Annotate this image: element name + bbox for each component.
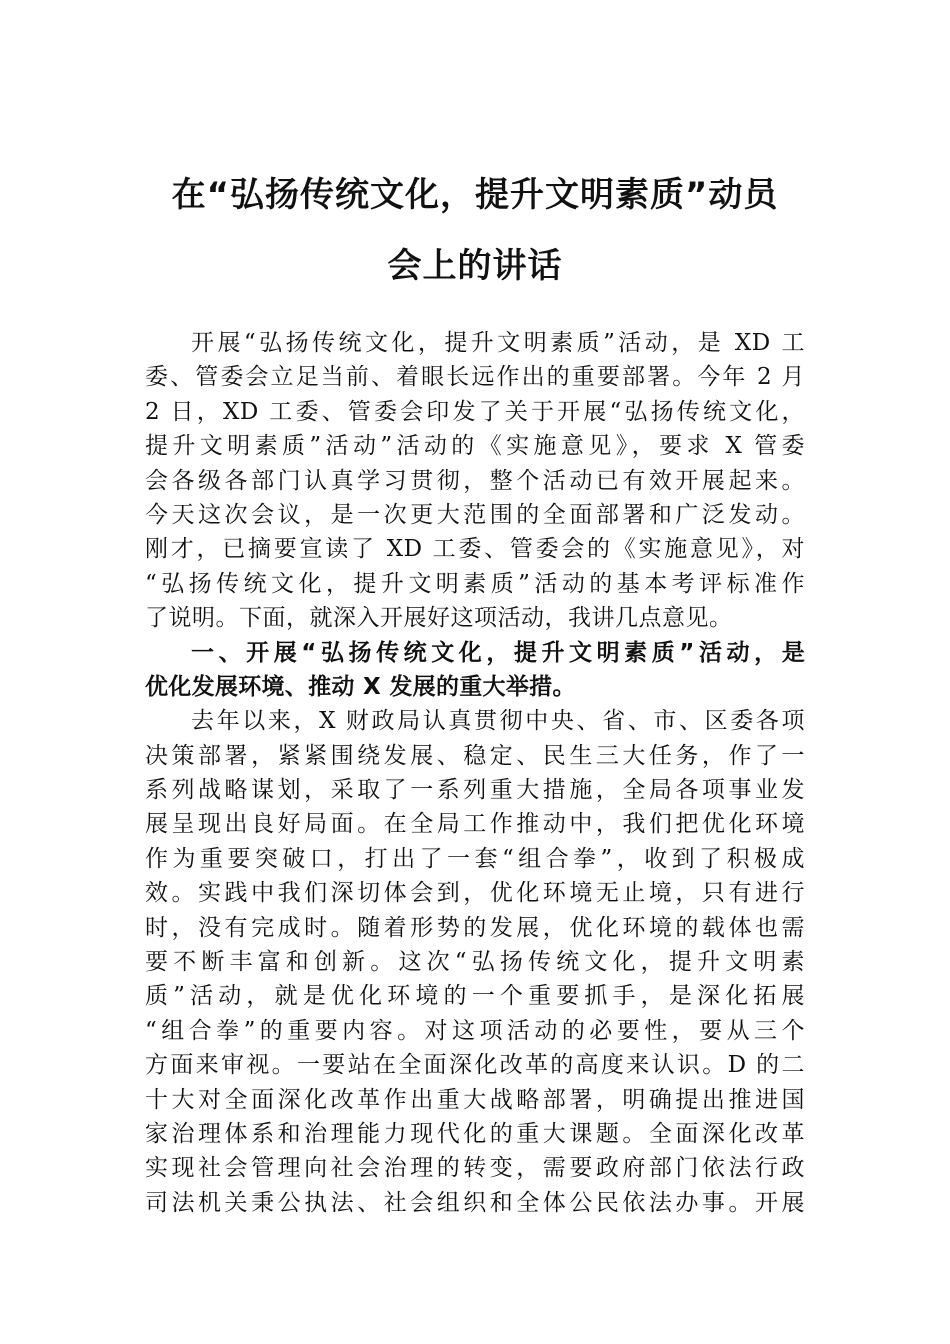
body-text-line: 要不断丰富和创新。这次“弘扬传统文化，提升文明素 — [145, 949, 805, 976]
body-text-line: 委、管委会立足当前、着眼长远作出的重要部署。今年 2 月 — [145, 364, 805, 391]
body-text-line: 家治理体系和治理能力现代化的重大课题。全面深化改革 — [145, 1120, 805, 1147]
body-text-line: 去年以来，X 财政局认真贯彻中央、省、市、区委各项 — [191, 708, 805, 735]
body-text-line: 时，没有完成时。随着形势的发展，优化环境的载体也需 — [145, 914, 805, 941]
section-heading-line: 优化发展环境、推动 X 发展的重大举措。 — [145, 673, 576, 700]
body-text-line: 会各级各部门认真学习贯彻，整个活动已有效开展起来。 — [145, 467, 805, 494]
body-text-line: 决策部署，紧紧围绕发展、稳定、民生三大任务，作了一 — [145, 742, 805, 769]
body-text-line: 方面来审视。一要站在全面深化改革的高度来认识。D 的二 — [145, 1052, 805, 1079]
body-text-line: 开展“弘扬传统文化，提升文明素质”活动，是 XD 工 — [191, 330, 805, 356]
title-line-2: 会上的讲话 — [387, 246, 563, 286]
document-title — [130, 160, 820, 302]
body-text-line: 司法机关秉公执法、社会组织和全体公民依法办事。开展 — [145, 1189, 805, 1216]
body-text-line: 刚才，已摘要宣读了 XD 工委、管委会的《实施意见》，对 — [145, 536, 805, 563]
body-text-line: 提升文明素质”活动”活动的《实施意见》，要求 X 管委 — [145, 433, 805, 460]
body-text-line: “组合拳”的重要内容。对这项活动的必要性，要从三个 — [145, 1017, 805, 1044]
body-text-line: 质”活动，就是优化环境的一个重要抓手，是深化拓展 — [145, 983, 805, 1010]
body-text-line: 系列战略谋划，采取了一系列重大措施，全局各项事业发 — [145, 777, 805, 804]
document-body — [145, 326, 805, 1220]
body-text-line: “弘扬传统文化，提升文明素质”活动的基本考评标准作 — [145, 570, 805, 597]
title-line-1: 在“弘扬传统文化，提升文明素质”动员 — [171, 175, 779, 215]
body-text-line: 了说明。下面，就深入开展好这项活动，我讲几点意见。 — [145, 605, 733, 632]
body-text-line: 今天这次会议，是一次更大范围的全面部署和广泛发动。 — [145, 501, 805, 528]
body-text-line: 2 日，XD 工委、管委会印发了关于开展“弘扬传统文化， — [145, 398, 805, 425]
body-text-line: 实现社会管理向社会治理的转变，需要政府部门依法行政 — [145, 1155, 805, 1182]
body-text-line: 作为重要突破口，打出了一套“组合拳”，收到了积极成 — [145, 845, 805, 872]
section-heading-line: 一、开展“弘扬传统文化，提升文明素质”活动，是 — [191, 639, 805, 666]
body-text-line: 十大对全面深化改革作出重大战略部署，明确提出推进国 — [145, 1086, 805, 1113]
body-text-line: 效。实践中我们深切体会到，优化环境无止境，只有进行 — [145, 880, 805, 907]
body-text-line: 展呈现出良好局面。在全局工作推动中，我们把优化环境 — [145, 811, 805, 838]
